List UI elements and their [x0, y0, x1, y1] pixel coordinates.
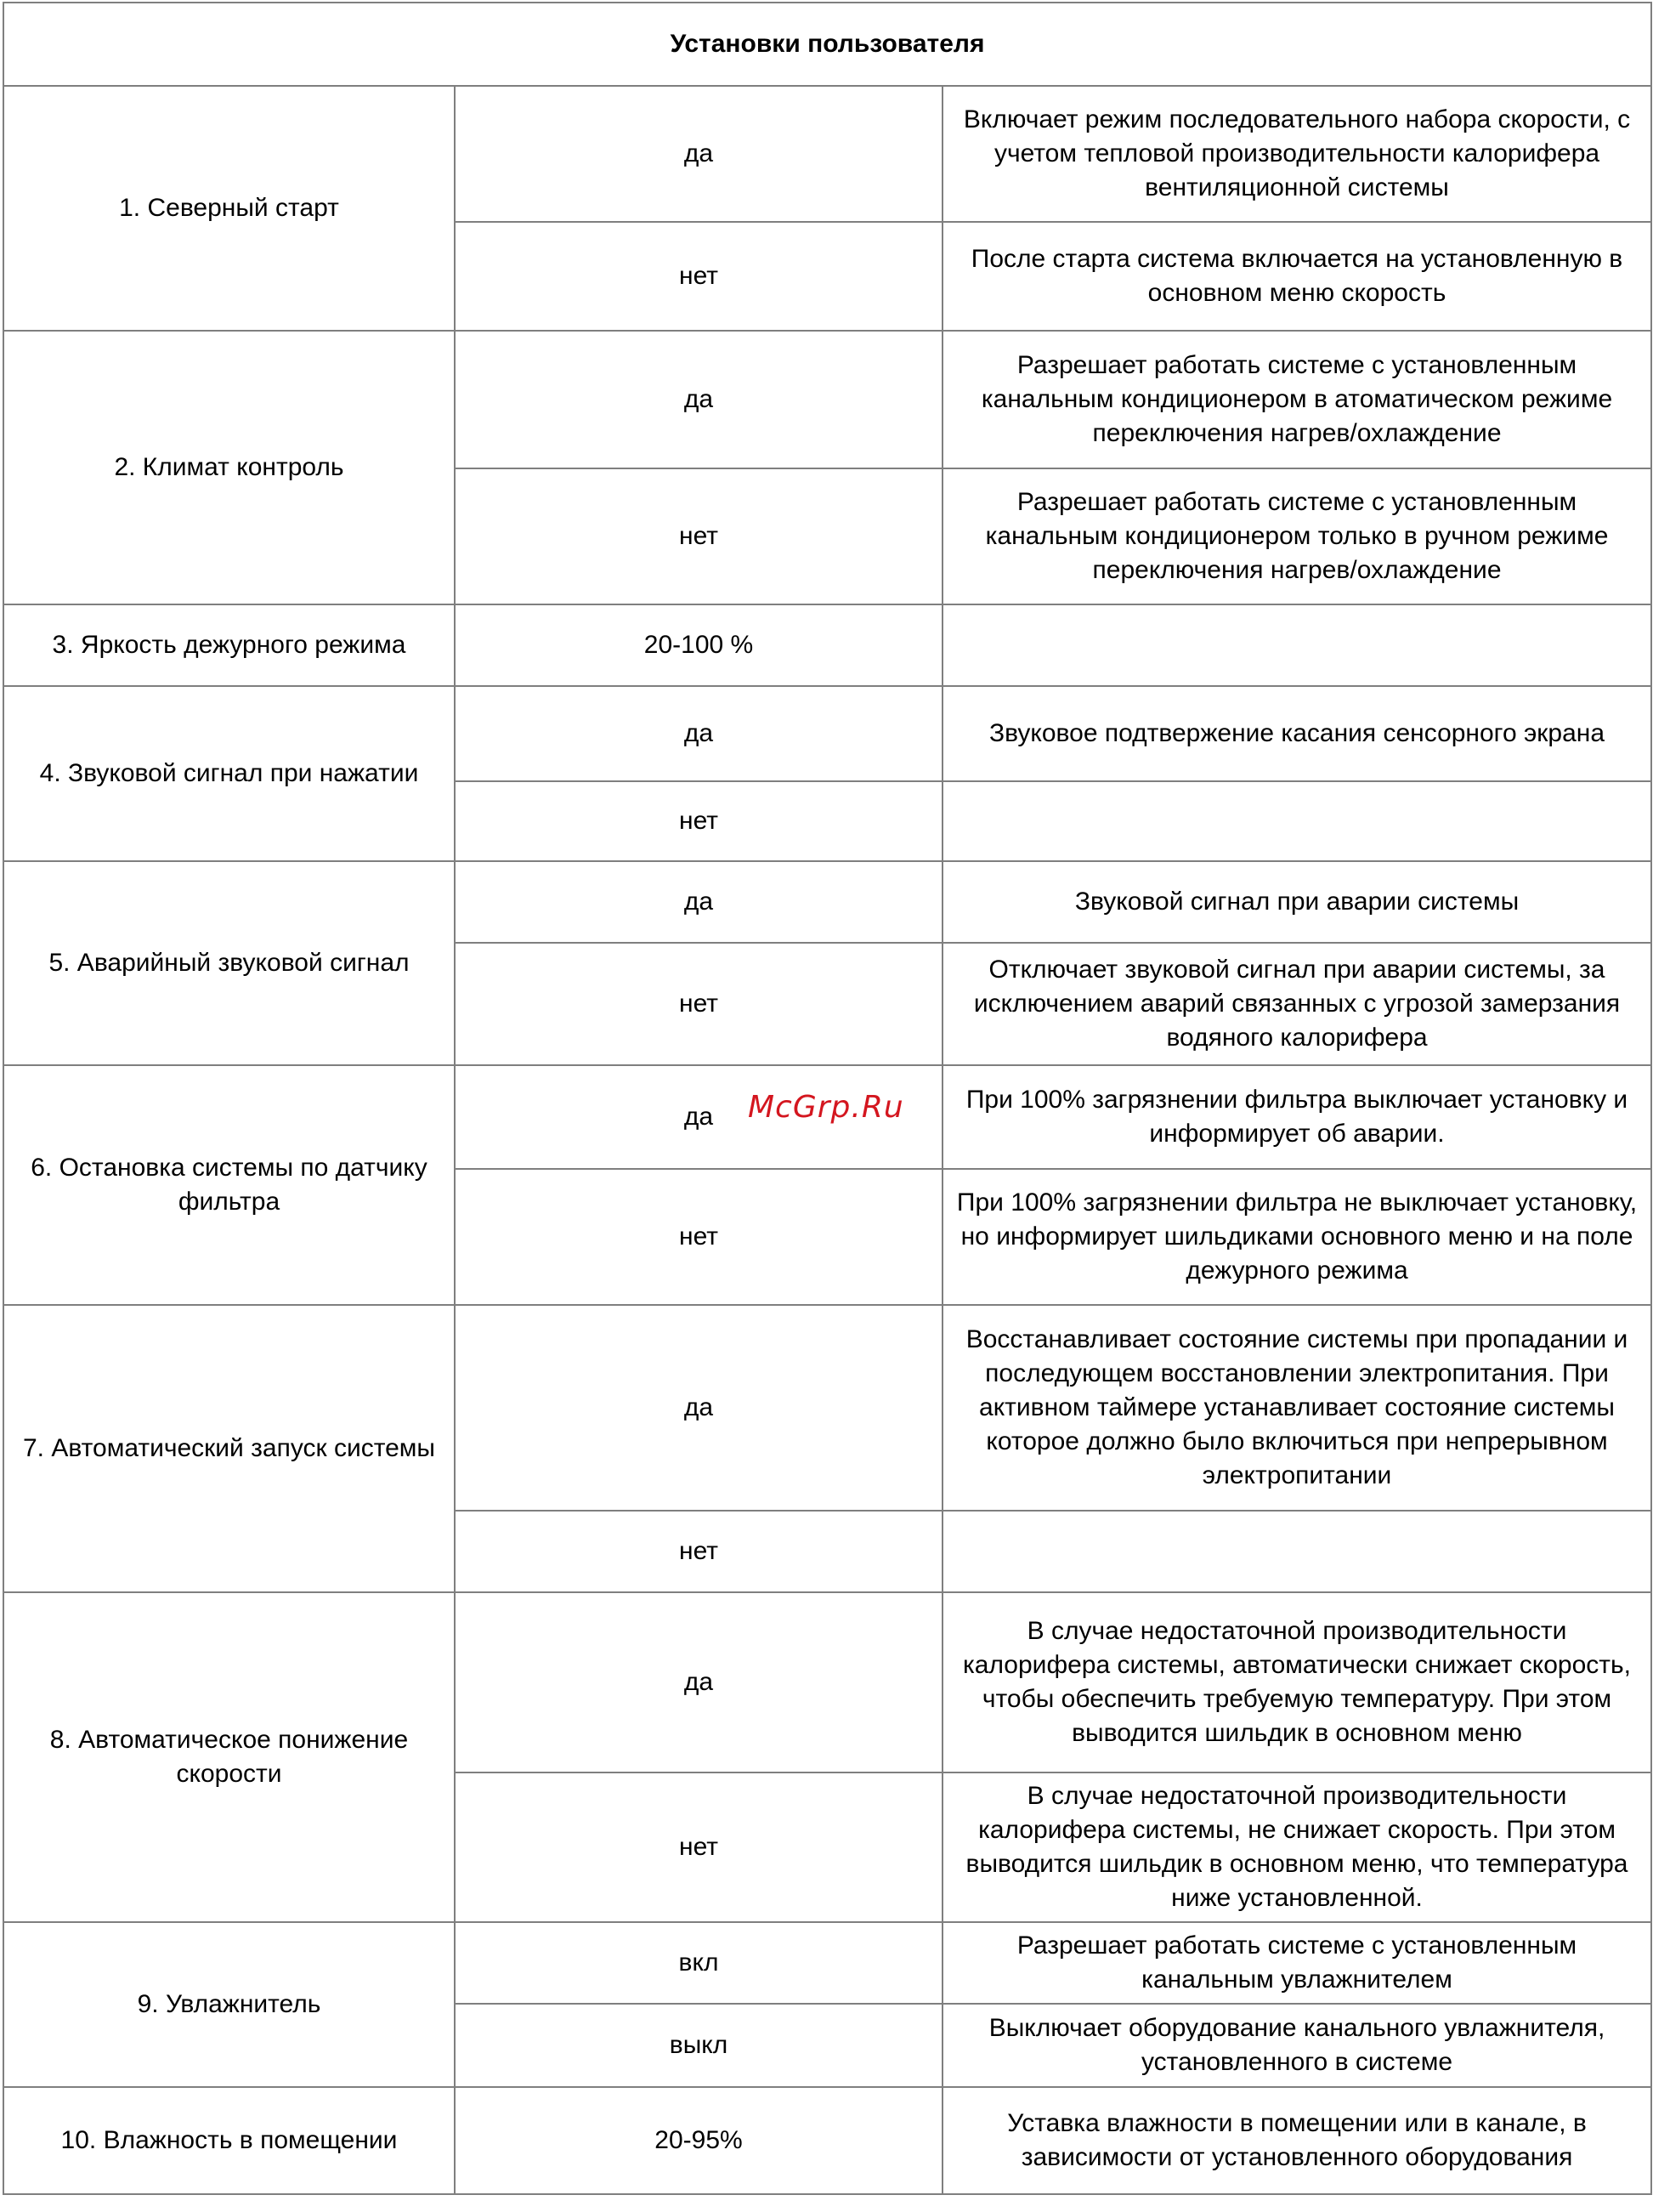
table-row	[3, 2087, 1651, 2194]
setting-name: 8. Автоматическое понижение скорости	[3, 1592, 455, 1922]
setting-name: 1. Северный старт	[3, 86, 455, 331]
setting-description: Выключает оборудование канального увлажнителя, установленного в системе	[943, 2004, 1651, 2087]
setting-name: 6. Остановка системы по датчику фильтра	[3, 1065, 455, 1305]
setting-name: 9. Увлажнитель	[3, 1922, 455, 2087]
setting-value: да	[455, 1592, 943, 1772]
table-row	[3, 604, 1651, 686]
setting-name: 7. Автоматический запуск системы	[3, 1305, 455, 1592]
table-row	[3, 86, 1651, 222]
setting-value: нет	[455, 781, 943, 861]
setting-description	[943, 604, 1651, 686]
setting-description: После старта система включается на установленную в основном меню скорость	[943, 222, 1651, 331]
setting-description: Разрешает работать системе с установленным канальным кондиционером только в ручном режиме переключения нагрев/охлаждение	[943, 468, 1651, 604]
setting-value: 20-95%	[455, 2087, 943, 2194]
setting-description: Уставка влажности в помещении или в канале, в зависимости от установленного оборудования	[943, 2087, 1651, 2194]
setting-description: Включает режим последовательного набора скорости, с учетом тепловой производительности калорифера вентиляционной системы	[943, 86, 1651, 222]
setting-value: да	[455, 86, 943, 222]
setting-description: Звуковое подтвержение касания сенсорного экрана	[943, 686, 1651, 781]
setting-value: да	[455, 1065, 943, 1169]
setting-value: да	[455, 1305, 943, 1511]
setting-description: Отключает звуковой сигнал при аварии системы, за исключением аварий связанных с угрозой замерзания водяного калорифера	[943, 943, 1651, 1065]
setting-value: нет	[455, 222, 943, 331]
setting-value: нет	[455, 468, 943, 604]
table-row	[3, 1592, 1651, 1772]
table-row	[3, 686, 1651, 781]
setting-value: выкл	[455, 2004, 943, 2087]
setting-value: да	[455, 686, 943, 781]
setting-description: В случае недостаточной производительности калорифера системы, автоматически снижает скорость, чтобы обеспечить требуемую температуру. При этом выводится шильдик в основном меню	[943, 1592, 1651, 1772]
setting-description: Разрешает работать системе с установленным канальным кондиционером в атоматическом режиме переключения нагрев/охлаждение	[943, 331, 1651, 468]
setting-value: 20-100 %	[455, 604, 943, 686]
setting-description	[943, 1511, 1651, 1592]
setting-value: нет	[455, 1169, 943, 1305]
table-row	[3, 331, 1651, 468]
setting-name: 10. Влажность в помещении	[3, 2087, 455, 2194]
setting-value: нет	[455, 1772, 943, 1922]
setting-description: Разрешает работать системе с установленным канальным увлажнителем	[943, 1922, 1651, 2004]
setting-name: 5. Аварийный звуковой сигнал	[3, 861, 455, 1065]
table-title: Установки пользователя	[3, 3, 1651, 86]
setting-description: В случае недостаточной производительности калорифера системы, не снижает скорость. При этом выводится шильдик в основном меню, что температура ниже установленной.	[943, 1772, 1651, 1922]
setting-name: 2. Климат контроль	[3, 331, 455, 604]
setting-value: да	[455, 331, 943, 468]
setting-value: нет	[455, 1511, 943, 1592]
setting-description: Звуковой сигнал при аварии системы	[943, 861, 1651, 943]
setting-description	[943, 781, 1651, 861]
table-row	[3, 861, 1651, 943]
setting-description: Восстанавливает состояние системы при пропадании и последующем восстановлении электропитания. При активном таймере устанавливает состояние системы которое должно было включиться при непрерывном электропитании	[943, 1305, 1651, 1511]
watermark-text: McGrp.Ru	[748, 1090, 904, 1125]
setting-name: 4. Звуковой сигнал при нажатии	[3, 686, 455, 861]
table-row	[3, 1922, 1651, 2004]
setting-description: При 100% загрязнении фильтра выключает установку и информирует об аварии.	[943, 1065, 1651, 1169]
setting-value: да	[455, 861, 943, 943]
setting-name: 3. Яркость дежурного режима	[3, 604, 455, 686]
setting-value: вкл	[455, 1922, 943, 2004]
table-row	[3, 1305, 1651, 1511]
setting-value: нет	[455, 943, 943, 1065]
setting-description: При 100% загрязнении фильтра не выключает установку, но информирует шильдиками основного меню и на поле дежурного режима	[943, 1169, 1651, 1305]
